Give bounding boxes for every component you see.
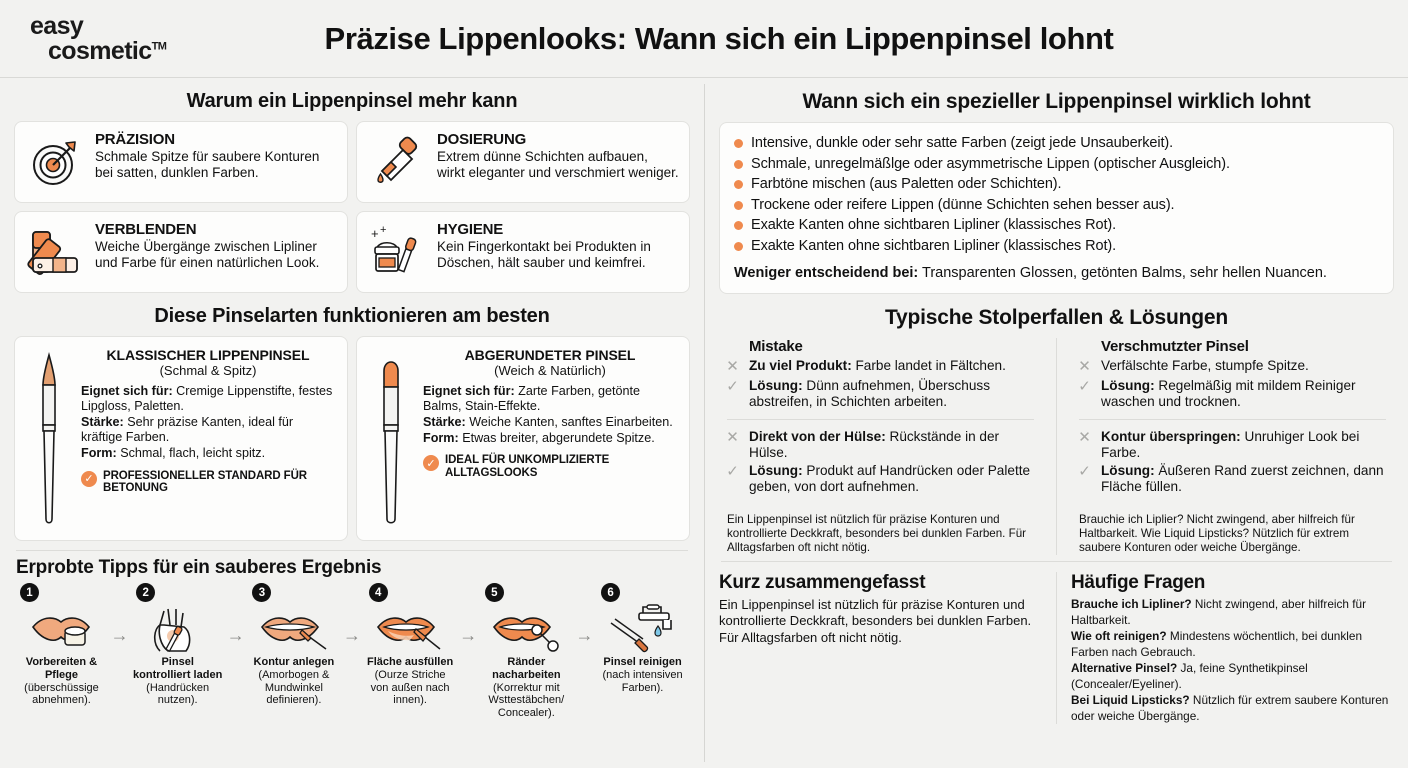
color-swatch-icon <box>25 221 87 283</box>
brush-row <box>81 384 335 414</box>
brush-row-value: Weiche Kanten, sanftes Einarbeiten. <box>469 415 673 430</box>
step-number: 2 <box>136 583 155 602</box>
faq-question: Wie oft reinigen? <box>1071 628 1167 643</box>
cross-icon: ✕ <box>1078 358 1091 376</box>
benefit-desc: Kein Fingerkontakt bei Produkten in Döschen, hält sauber und keimfrei. <box>437 239 651 270</box>
page-title: Präzise Lippenlooks: Wann sich ein Lippenpinsel lohnt <box>324 20 1114 56</box>
lips-cotton-swab-icon <box>479 602 574 656</box>
arrow-right-icon: → <box>110 625 129 645</box>
check-icon: ✓ <box>1078 378 1091 396</box>
pitfall-row <box>1075 358 1390 376</box>
summary-title: Kurz zusammengefasst <box>719 572 926 594</box>
brush-row <box>423 415 677 430</box>
pitfalls-column-divider <box>1056 338 1057 555</box>
step-number: 1 <box>20 583 39 602</box>
pitfall-label: Lösung: <box>749 462 803 478</box>
brand-line-2-text: cosmetic <box>48 36 152 65</box>
benefit-text <box>437 131 679 193</box>
cross-icon: ✕ <box>726 429 739 447</box>
bullet-dot-icon <box>734 139 743 148</box>
pitfall-row <box>1075 463 1390 495</box>
bullet-dot-icon <box>734 221 743 230</box>
svg-text:+: + <box>371 226 379 241</box>
step-caption <box>595 656 690 694</box>
faq-question: Alternative Pinsel? <box>1071 660 1178 675</box>
benefit-card <box>356 211 690 293</box>
worth-note-label: Weniger entscheidend bei: <box>734 265 919 282</box>
brush-name: KLASSISCHER LIPPENPINSEL <box>106 347 310 363</box>
check-circle-icon: ✓ <box>423 455 439 471</box>
bullet-text: Intensive, dunkle oder sehr satte Farben (zeigt jede Unsauberkeit). <box>751 135 1174 151</box>
step-caption-rest: (Korrektur mit Wsttestäbchen/ Concealer). <box>488 681 565 719</box>
benefits-section-title: Warum ein Lippenpinsel mehr kann <box>186 90 518 112</box>
pitfall-paragraph: Ein Lippenpinsel ist nützlich für präzise Konturen und kontrollierte Deckkraft, besonders bei dunklen Farben. Für Alltagsfarben oft nicht nötig. <box>727 512 1027 554</box>
bullet-text: Exakte Kanten ohne sichtbaren Lipliner (klassisches Rot). <box>751 237 1117 254</box>
brush-row-value: Sehr präzise Kanten, ideal für kräftige Farben. <box>81 415 294 445</box>
benefit-title: DOSIERUNG <box>437 131 527 148</box>
step-item <box>130 583 225 707</box>
page-body <box>0 78 1408 768</box>
benefit-card <box>14 121 348 203</box>
step-item <box>246 583 341 707</box>
pitfall-value: Produkt auf Handrücken oder Palette geben, von dort aufnehmen. <box>749 462 1031 494</box>
benefit-desc: Weiche Übergänge zwischen Lipliner und Farbe für einen natürlichen Look. <box>95 239 320 270</box>
bullet-item <box>734 134 1379 153</box>
pitfalls-grid <box>719 338 1394 555</box>
faq-item <box>1071 693 1394 725</box>
pitfall-value: Rückstände in der Hülse. <box>749 429 1000 460</box>
bottom-column-divider <box>1056 572 1057 724</box>
bullet-dot-icon <box>734 160 743 169</box>
faq-list <box>1071 597 1394 724</box>
pitfalls-left-heading: Mistake <box>749 338 803 356</box>
brush-row <box>81 446 335 461</box>
benefit-text <box>95 131 337 193</box>
brush-row-value: Etwas breiter, abgerundete Spitze. <box>462 431 655 446</box>
trademark-mark: TM <box>151 40 167 53</box>
pitfall-value: Dünn aufnehmen, Überschuss abstreifen, in Schichten arbeiten. <box>749 378 991 410</box>
faq-question: Brauche ich Lipliner? <box>1071 597 1192 612</box>
svg-text:+: + <box>380 224 387 236</box>
lips-outline-brush-icon <box>246 602 341 656</box>
bullet-text: Exakte Kanten ohne sichtbaren Lipliner (klassisches Rot). <box>751 217 1117 234</box>
faq-item <box>1071 661 1394 693</box>
step-number: 4 <box>369 583 388 602</box>
page-header <box>0 0 1408 78</box>
lips-balm-jar-icon <box>14 602 109 656</box>
step-caption-rest: (überschüssige abnehmen). <box>24 681 99 707</box>
bottom-divider <box>721 561 1392 562</box>
pitfall-label: Zu viel Produkt: <box>749 358 852 374</box>
brush-badge <box>81 470 335 496</box>
faq-answer: Ja, feine Synthetikpinsel (Concealer/Eyeliner). <box>1071 660 1308 691</box>
summary-col <box>719 572 1042 724</box>
target-arrow-icon <box>25 131 87 193</box>
steps-row <box>14 583 690 720</box>
worth-section-title: Wann sich ein spezieller Lippenpinsel wirklich lohnt <box>802 90 1311 113</box>
benefit-text <box>437 221 679 283</box>
pitfall-row <box>723 463 1038 495</box>
brushes-section-title: Diese Pinselarten funktionieren am besten <box>154 305 550 327</box>
pitfall-text <box>749 358 1006 376</box>
pitfall-row <box>1075 429 1390 461</box>
brush-row-label: Form: <box>81 446 117 461</box>
cream-jar-brush-icon <box>367 221 429 283</box>
brush-card <box>14 336 348 541</box>
pitfall-text <box>749 378 1038 410</box>
brush-subtitle: (Weich & Natürlich) <box>494 363 606 378</box>
step-caption <box>479 656 574 720</box>
brush-body <box>423 347 677 530</box>
pitfall-value: Farbe landet in Fältchen. <box>851 358 1006 374</box>
step-caption <box>14 656 109 707</box>
brand-logo <box>0 11 210 65</box>
pitfall-text <box>1101 358 1309 376</box>
summary-text: Ein Lippenpinsel ist nützlich für präzise Konturen und kontrollierte Deckkraft, besonders bei dunklen Farben. Für Alltagsfarben oft nicht nötig. <box>719 597 1032 645</box>
pitfall-row <box>723 358 1038 376</box>
brush-badge <box>423 454 677 480</box>
hand-brush-icon <box>130 602 225 656</box>
step-caption-rest: (Ourze Striche von außen nach innen). <box>370 668 450 707</box>
step-item <box>363 583 458 707</box>
faq-question: Bei Liquid Lipsticks? <box>1071 692 1190 707</box>
faq-answer: Mindestens wöchentlich, bei dunklen Farben nach Gebrauch. <box>1071 628 1363 659</box>
step-caption-bold: Fläche ausfüllen <box>367 656 454 668</box>
brush-row-label: Stärke: <box>423 415 466 430</box>
brush-name: ABGERUNDETER PINSEL <box>464 347 636 363</box>
bullet-dot-icon <box>734 201 743 210</box>
pitfall-divider <box>727 419 1034 420</box>
pitfall-divider <box>1079 419 1386 420</box>
bullet-item <box>734 196 1379 215</box>
bullet-item <box>734 175 1379 194</box>
step-number: 6 <box>601 583 620 602</box>
left-column <box>0 78 704 768</box>
brush-subtitle: (Schmal & Spitz) <box>159 363 257 378</box>
brush-row-label: Stärke: <box>81 415 124 430</box>
pitfalls-right-heading: Verschmutzter Pinsel <box>1101 338 1249 356</box>
brush-row-label: Eignet sich für: <box>81 384 173 398</box>
arrow-right-icon: → <box>226 625 245 645</box>
step-caption <box>363 656 458 707</box>
arrow-right-icon: → <box>459 625 478 645</box>
pitfall-value: Äußeren Rand zuerst zeichnen, dann Fläche füllen. <box>1101 462 1384 494</box>
brush-row <box>81 415 335 445</box>
bullet-text: Schmale, unregelmäßlge oder asymmetrische Lippen (optischer Ausgleich). <box>751 155 1230 172</box>
pitfall-text <box>1101 463 1390 495</box>
step-caption-bold: Kontur anlegen <box>253 656 335 668</box>
bullet-item <box>734 237 1379 256</box>
benefit-card <box>356 121 690 203</box>
steps-section-title: Erprobte Tipps für ein sauberes Ergebnis <box>16 557 382 578</box>
faq-item <box>1071 629 1394 661</box>
step-caption-rest: (Handrücken nutzen). <box>146 681 210 707</box>
check-icon: ✓ <box>1078 462 1091 480</box>
pitfall-label: Lösung: <box>1101 462 1155 478</box>
step-caption-bold: Pinsel reinigen <box>603 656 682 668</box>
pitfall-text <box>749 429 1038 461</box>
pitfall-row <box>723 378 1038 410</box>
pitfall-label: Lösung: <box>1101 378 1155 394</box>
pitfall-label: Lösung: <box>749 378 803 394</box>
dropper-icon <box>367 131 429 193</box>
step-caption <box>130 656 225 707</box>
rounded-lip-brush-icon <box>369 347 413 530</box>
pitfall-paragraph: Brauchie ich Liplier? Nicht zwingend, aber hilfreich für Haltbarkeit. Wie Liquid Lipsticks? Nützlich für extrem saubere Konturen oder weiche Übergänge. <box>1079 512 1355 554</box>
bullet-text: Farbtöne mischen (aus Paletten oder Schichten). <box>751 176 1062 193</box>
bullet-text: Trockene oder reifere Lippen (dünne Schichten sehen besser aus). <box>751 196 1175 213</box>
right-column <box>705 78 1408 768</box>
faq-answer: Nicht zwingend, aber hilfreich für Haltbarkeit. <box>1071 597 1367 627</box>
brush-badge-text: IDEAL FÜR UNKOMPLIZIERTE ALLTAGSLOOKS <box>445 454 610 480</box>
pitfall-row <box>1075 378 1390 410</box>
step-caption-bold: Ränder nacharbeiten <box>492 656 561 681</box>
step-item <box>595 583 690 694</box>
benefit-text <box>95 221 337 283</box>
brush-row <box>423 431 677 446</box>
brush-row-label: Form: <box>423 431 459 446</box>
pitfalls-right-col <box>1071 338 1394 555</box>
brand-line-1: easy <box>30 11 84 40</box>
brush-row-value: Schmal, flach, leicht spitz. <box>120 446 266 461</box>
faucet-brush-icon <box>595 602 690 656</box>
arrow-right-icon: → <box>343 625 361 645</box>
faq-answer: Nützlich für extrem saubere Konturen oder weiche Übergänge. <box>1071 692 1389 723</box>
step-caption-bold: Pinsel kontrolliert laden <box>133 656 223 681</box>
section-divider <box>16 550 688 551</box>
faq-item <box>1071 597 1394 629</box>
pitfalls-left-col <box>719 338 1042 555</box>
benefit-desc: Schmale Spitze für saubere Konturen bei satten, dunklen Farben. <box>95 149 320 180</box>
bullet-dot-icon <box>734 242 743 251</box>
bullet-item <box>734 155 1379 174</box>
benefit-desc: Extrem dünne Schichten aufbauen, wirkt eleganter und verschmiert weniger. <box>437 149 679 180</box>
worth-panel <box>719 122 1394 294</box>
arrow-right-icon: → <box>575 625 594 645</box>
bullet-item <box>734 216 1379 235</box>
step-caption-rest: (Amorbogen & Mundwinkel definieren). <box>258 668 330 707</box>
benefit-title: VERBLENDEN <box>95 221 197 238</box>
lips-filled-brush-icon <box>363 602 458 656</box>
faq-col <box>1071 572 1394 724</box>
brush-row-value: Zarte Farben, getönte Balms, Stain-Effekte. <box>423 384 640 414</box>
worth-note <box>734 265 1379 281</box>
brush-body <box>81 347 335 530</box>
cross-icon: ✕ <box>1078 429 1091 447</box>
step-item <box>14 583 109 707</box>
brush-badge-text: PROFESSIONELLER STANDARD FÜR BETONUNG <box>103 469 307 495</box>
pitfall-value: Verfälschte Farbe, stumpfe Spitze. <box>1101 358 1309 374</box>
pointed-lip-brush-icon <box>27 347 71 530</box>
benefit-title: HYGIENE <box>437 221 504 238</box>
step-number: 3 <box>252 583 271 602</box>
pitfall-text <box>1101 429 1390 461</box>
check-icon: ✓ <box>726 462 739 480</box>
pitfalls-section-title: Typische Stolperfallen & Lösungen <box>884 306 1229 330</box>
pitfall-label: Direkt von der Hülse: <box>749 429 886 445</box>
pitfall-row <box>723 429 1038 461</box>
step-caption-rest: (nach intensiven Farben). <box>602 668 683 694</box>
bottom-summary-grid <box>719 572 1394 724</box>
pitfall-label: Kontur überspringen: <box>1101 429 1241 445</box>
brand-line-2 <box>48 36 210 65</box>
benefit-title: PRÄZISION <box>95 131 175 148</box>
brush-row-label: Eignet sich für: <box>423 384 515 398</box>
brush-card-grid <box>14 336 690 541</box>
pitfall-value: Regelmäßig mit mildem Reiniger waschen und trocknen. <box>1101 378 1356 410</box>
step-caption <box>246 656 341 707</box>
check-circle-icon: ✓ <box>81 471 97 487</box>
step-number: 5 <box>485 583 504 602</box>
bullet-dot-icon <box>734 180 743 189</box>
faq-title: Häufige Fragen <box>1071 572 1206 594</box>
worth-note-text: Transparenten Glossen, getönten Balms, sehr hellen Nuancen. <box>918 265 1327 282</box>
pitfall-text <box>749 463 1038 495</box>
benefit-card-grid <box>14 121 690 293</box>
cross-icon: ✕ <box>726 358 739 376</box>
pitfall-value: Unruhiger Look bei Farbe. <box>1101 429 1360 460</box>
step-item <box>479 583 574 720</box>
brush-row <box>423 384 677 414</box>
brush-row-value: Cremige Lippenstifte, festes Lipgloss, Paletten. <box>81 384 333 414</box>
pitfall-text <box>1101 378 1390 410</box>
check-icon: ✓ <box>726 378 739 396</box>
step-caption-bold: Vorbereiten & Pflege <box>25 656 98 681</box>
brush-card <box>356 336 690 541</box>
benefit-card <box>14 211 348 293</box>
